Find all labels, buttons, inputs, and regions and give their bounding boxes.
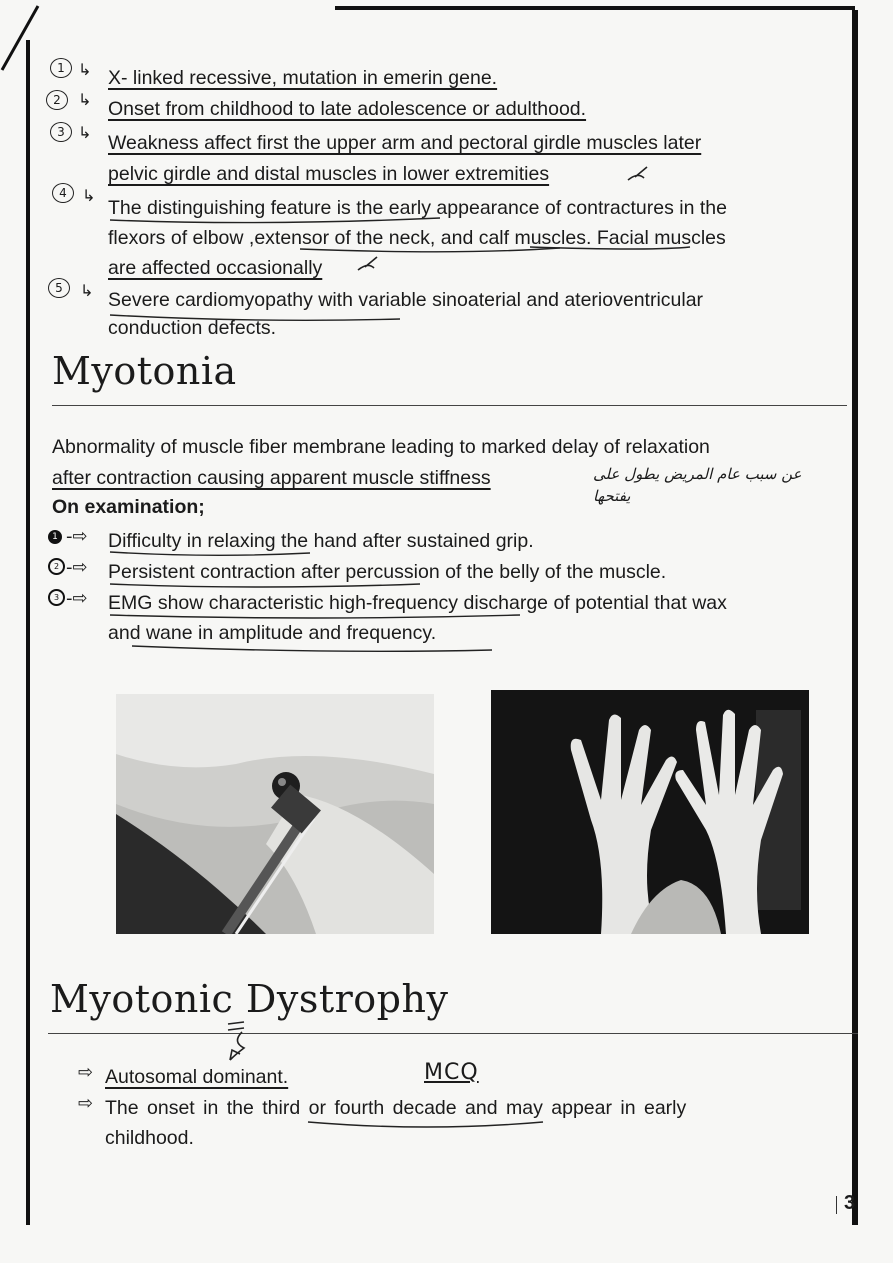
arrow-right-icon: ⇨ bbox=[78, 1093, 94, 1114]
handwritten-arabic-note: عن سبب عام المريض يطول على يفتحها bbox=[593, 465, 802, 505]
definition-line: Abnormality of muscle fiber membrane leading to marked delay of relaxation bbox=[52, 436, 710, 458]
item-line: childhood. bbox=[105, 1127, 194, 1149]
definition-line: after contraction causing apparent muscle stiffness bbox=[52, 467, 491, 489]
arrow-right-icon: -⇨ bbox=[66, 588, 88, 609]
item-marker: 2 bbox=[46, 90, 68, 110]
item-line: Onset from childhood to late adolescence or adulthood. bbox=[108, 98, 587, 120]
item-line: X- linked recessive, mutation in emerin gene. bbox=[108, 67, 498, 89]
handwritten-underlines bbox=[100, 75, 860, 335]
hands-illustration bbox=[491, 690, 809, 934]
item-line: conduction defects. bbox=[108, 317, 277, 339]
item-line: Weakness affect first the upper arm and pectoral girdle muscles later bbox=[108, 132, 702, 154]
item-marker: 3 bbox=[48, 589, 65, 606]
item-line: The distinguishing feature is the early appearance of contractures in the bbox=[108, 197, 727, 219]
item-line: EMG show characteristic high-frequency discharge of potential that wax bbox=[108, 592, 727, 614]
hook-arrow-icon: ↳ bbox=[78, 60, 92, 79]
title-divider bbox=[52, 405, 847, 406]
handwritten-underlines bbox=[100, 545, 860, 655]
item-line: The onset in the third or fourth decade and may appear in early bbox=[105, 1097, 687, 1119]
hook-arrow-icon: ↳ bbox=[78, 123, 92, 142]
exam-heading: On examination; bbox=[52, 496, 205, 518]
item-marker: 3 bbox=[50, 122, 72, 142]
item-marker: 4 bbox=[52, 183, 74, 203]
percussion-hammer-illustration bbox=[116, 694, 434, 934]
section-title: Myotonic Dystrophy bbox=[50, 977, 449, 1021]
arrow-right-icon: -⇨ bbox=[66, 526, 88, 547]
arrow-right-icon: -⇨ bbox=[66, 557, 88, 578]
item-marker: 2 bbox=[48, 558, 65, 575]
hook-arrow-icon: ↳ bbox=[82, 186, 96, 205]
title-divider bbox=[48, 1033, 858, 1034]
item-line: and wane in amplitude and frequency. bbox=[108, 622, 437, 644]
hook-arrow-icon: ↳ bbox=[78, 90, 92, 109]
page-border-left bbox=[26, 40, 30, 1225]
hook-arrow-icon: ↳ bbox=[80, 281, 94, 300]
item-line: Difficulty in relaxing the hand after sustained grip. bbox=[108, 530, 534, 552]
arrow-right-icon: ⇨ bbox=[78, 1062, 94, 1083]
item-marker: 1 bbox=[48, 530, 62, 544]
handwritten-mcq-note: MCQ bbox=[424, 1060, 479, 1085]
hands-photo bbox=[491, 690, 809, 934]
handwritten-underlines bbox=[300, 1118, 560, 1134]
item-line: flexors of elbow ,extensor of the neck, and calf muscles. Facial muscles bbox=[108, 227, 726, 249]
item-line: Persistent contraction after percussion of the belly of the muscle. bbox=[108, 561, 667, 583]
handwritten-arrow-mark bbox=[220, 1018, 260, 1064]
page-number: 3 bbox=[844, 1192, 856, 1214]
item-marker: 1 bbox=[50, 58, 72, 78]
percussion-photo bbox=[116, 694, 434, 934]
item-line: Autosomal dominant. bbox=[105, 1066, 289, 1088]
page-number-divider bbox=[836, 1196, 837, 1214]
page-border-top bbox=[335, 6, 855, 10]
item-line: Severe cardiomyopathy with variable sinoaterial and aterioventricular bbox=[108, 289, 704, 311]
item-marker: 5 bbox=[48, 278, 70, 298]
item-line: pelvic girdle and distal muscles in lower extremities bbox=[108, 163, 550, 185]
section-title: Myotonia bbox=[52, 349, 237, 393]
item-line: are affected occasionally bbox=[108, 257, 323, 279]
